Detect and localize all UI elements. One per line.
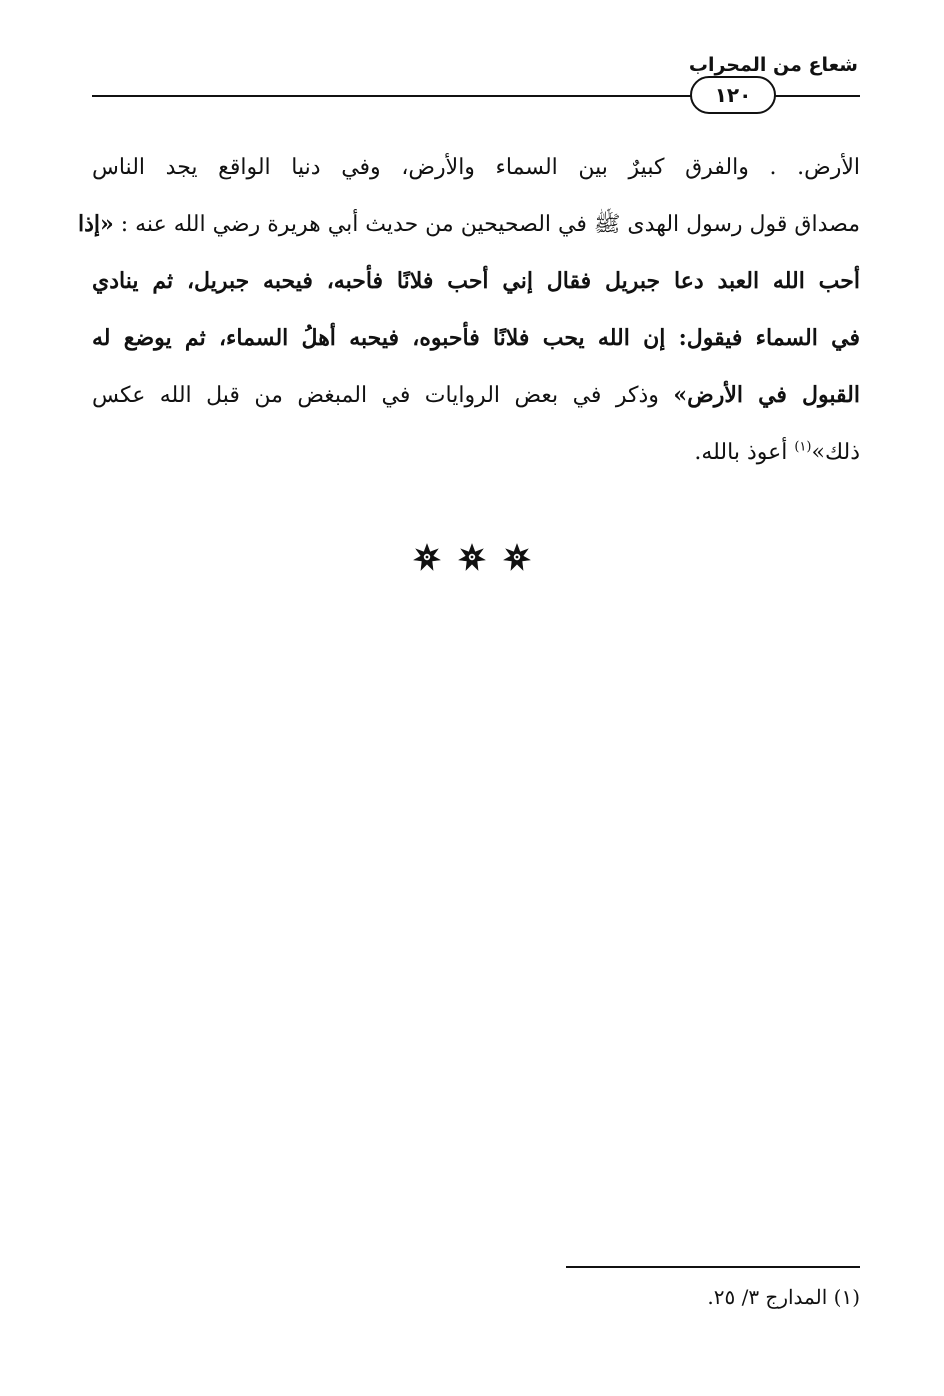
body-line-2-text: مصداق قول رسول الهدى ﷺ في الصحيحين من حديث أبي هريرة رضي الله عنه :: [120, 212, 860, 237]
body-line-6-text-a: ذلك»: [811, 440, 860, 465]
body-text: [77, 139, 860, 481]
running-header-title: شعاع من المحراب: [688, 54, 858, 76]
body-line-3-text: أحب الله العبد دعا جبريل فقال إني أحب فلانًا فأحبه، فيحبه جبريل، ثم ينادي: [92, 268, 860, 294]
body-line-4-text: في السماء فيقول: إن الله يحب فلانًا فأحبوه، فيحبه أهلُ السماء، ثم يوضع له: [92, 325, 860, 351]
body-line-6: [92, 424, 860, 481]
body-line-5: [92, 367, 860, 424]
flower-ornament-icon: [503, 543, 531, 571]
flower-ornament-icon: [458, 543, 486, 571]
hadith-quote-start: «إذا: [77, 211, 114, 237]
body-line-3: [92, 253, 860, 310]
footnote: (١) المدارج ٣/ ٢٥.: [707, 1285, 860, 1309]
body-line-4: [92, 310, 860, 367]
flower-ornament-icon: [413, 543, 441, 571]
footnote-rule: [566, 1266, 860, 1268]
body-line-6-text-b: أعوذ بالله.: [694, 440, 795, 465]
footnote-marker[interactable]: (١): [794, 439, 812, 455]
body-line-5-text: وذكر في بعض الروايات في المبغض من قبل الله عكس: [92, 383, 674, 408]
body-line-2: [77, 196, 860, 253]
page-number: ١٢٠: [690, 76, 776, 114]
hadith-quote-end: القبول في الأرض»: [673, 382, 860, 408]
body-line-1-text: الأرض. . والفرق كبيرٌ بين السماء والأرض، وفي دنيا الواقع يجد الناس: [92, 155, 860, 180]
body-line-1: [92, 139, 860, 196]
section-divider-ornaments: [0, 543, 944, 571]
